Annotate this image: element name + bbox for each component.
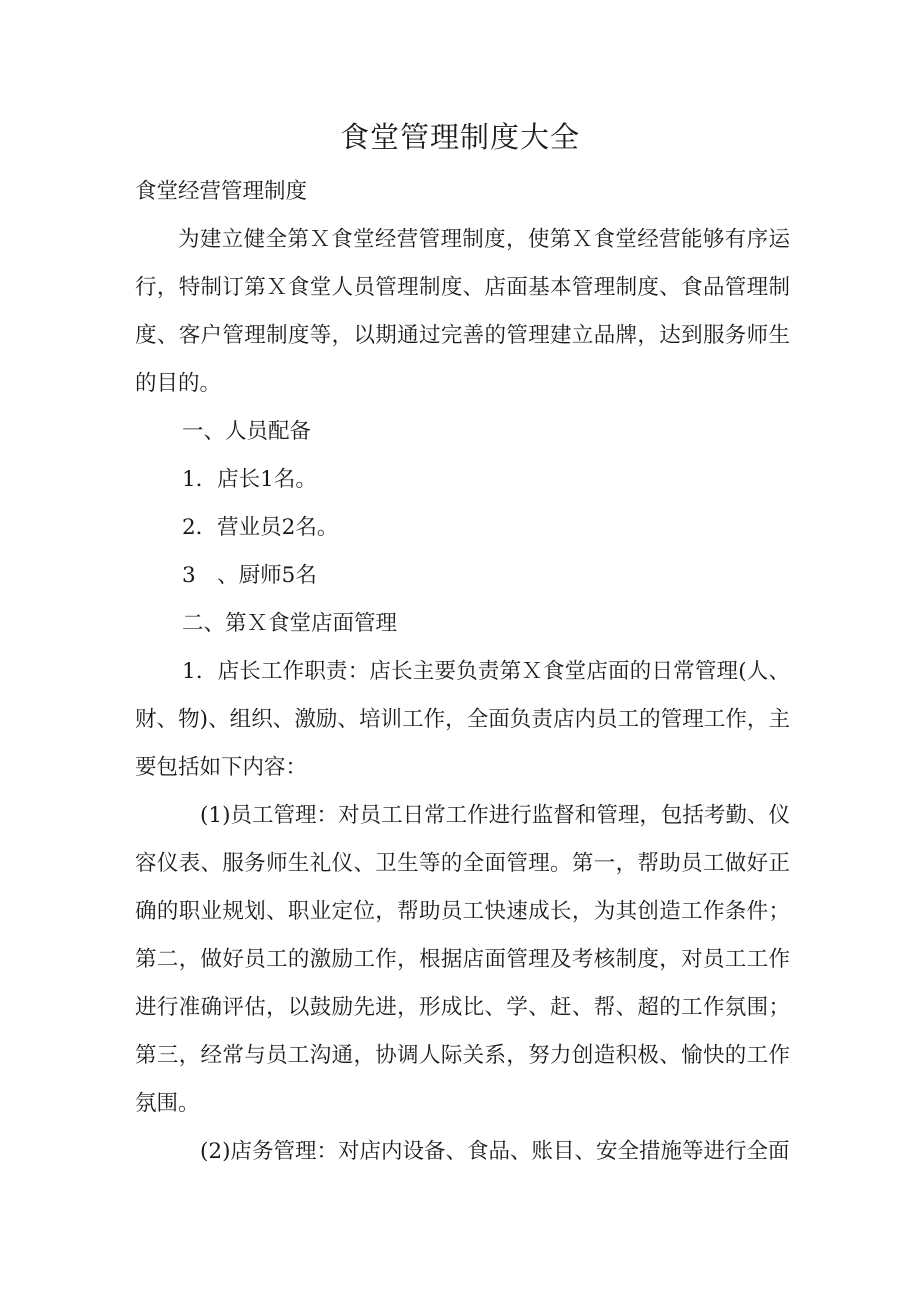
document-body	[135, 168, 790, 1176]
section-heading-store-management: 二、第Ｘ食堂店面管理	[182, 611, 398, 636]
staff-management-paragraph: (1)员工管理：对员工日常工作进行监督和管理，包括考勤、仪容仪表、服务师生礼仪、卫生等的全面管理。第一，帮助员工做好正确的职业规划、职业定位，帮助员工快速成长，为其创造工作条件；第二，做好员工的激励工作，根据店面管理及考核制度，对员工工作进行准确评估，以鼓励先进，形成比、学、赶、帮、超的工作氛围；第三，经常与员工沟通，协调人际关系，努力创造积极、愉快的工作氛围。	[135, 803, 790, 1116]
intro-paragraph: 为建立健全第Ｘ食堂经营管理制度，使第Ｘ食堂经营能够有序运行，特制订第Ｘ食堂人员管理制度、店面基本管理制度、食品管理制度、客户管理制度等，以期通过完善的管理建立品牌，达到服务师生的目的。	[135, 227, 790, 396]
list-item: 2．营业员2名。	[182, 515, 339, 540]
document-title: 食堂管理制度大全	[339, 120, 580, 154]
store-affairs-paragraph: (2)店务管理：对店内设备、食品、账目、安全措施等进行全面	[200, 1139, 790, 1164]
section-subtitle: 食堂经营管理制度	[135, 179, 308, 204]
list-item: 1．店长1名。	[182, 467, 317, 492]
section-heading-staffing: 一、人员配备	[182, 419, 312, 444]
list-item: 3 、厨师5名	[182, 563, 317, 588]
manager-duties-paragraph: 1．店长工作职责：店长主要负责第Ｘ食堂店面的日常管理(人、财、物)、组织、激励、培训工作，全面负责店内员工的管理工作，主要包括如下内容：	[135, 659, 790, 780]
